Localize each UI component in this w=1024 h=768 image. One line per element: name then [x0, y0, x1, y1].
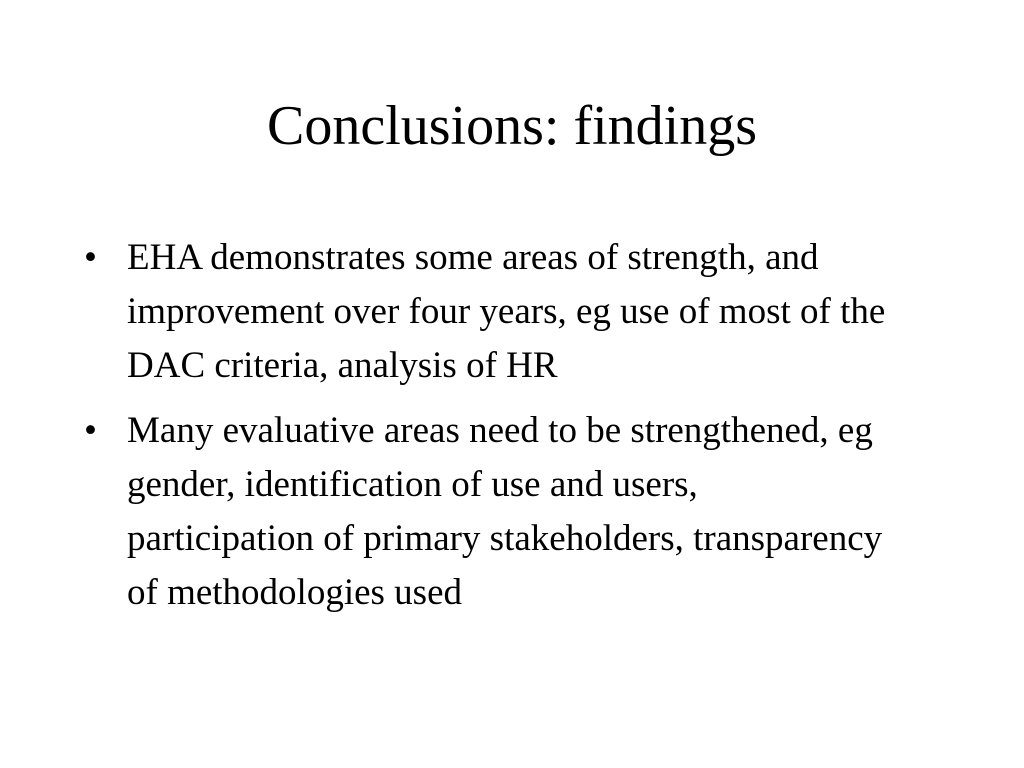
bullet-item	[84, 231, 927, 393]
bullet-list	[84, 231, 944, 631]
bullet-marker-icon: •	[84, 410, 97, 451]
bullet-item	[84, 404, 887, 620]
bullet-text: EHA demonstrates some areas of strength, and improvement over four years, eg use of most of the DAC criteria, analysis of HR	[127, 237, 886, 386]
bullet-text: Many evaluative areas need to be strengthened, eg gender, identification of use and users, participation of primary stakeholders, transparency of methodologies used	[127, 410, 883, 613]
bullet-marker-icon: •	[84, 237, 97, 278]
slide-title: Conclusions: findings	[266, 95, 758, 157]
